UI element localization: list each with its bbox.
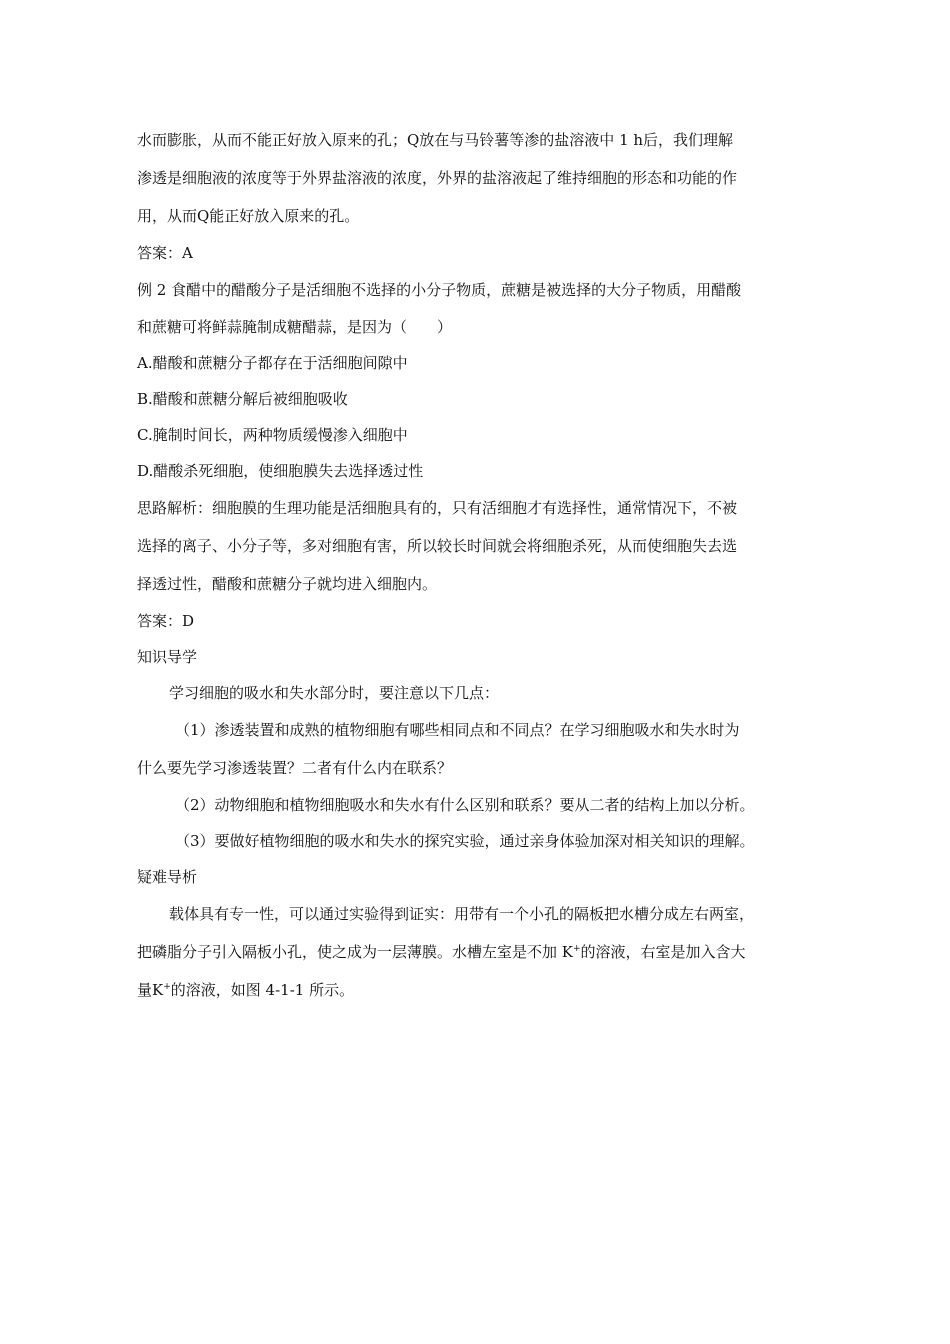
list-item: （1）渗透装置和成熟的植物细胞有哪些相同点和不同点？在学习细胞吸水和失水时为 [175, 721, 740, 739]
example-question-line: 例 2 食醋中的醋酸分子是活细胞不选择的小分子物质，蔗糖是被选择的大分子物质，用醋酸 [137, 281, 742, 299]
paragraph-line: 学习细胞的吸水和失水部分时，要注意以下几点： [169, 684, 500, 702]
answer-line: 答案：A [137, 244, 193, 262]
paragraph-line: 载体具有专一性，可以通过实验得到证实：用带有一个小孔的隔板把水槽分成左右两室， [169, 905, 755, 923]
section-heading: 疑难导析 [137, 868, 198, 886]
text-segment: 把磷脂分子引入隔板小孔，使之成为一层薄膜。水槽左室是不加 K [137, 943, 573, 961]
text-segment: 的溶液，如图 4-1-1 所示。 [170, 981, 355, 999]
option-b: B.醋酸和蔗糖分解后被细胞吸收 [137, 390, 348, 408]
superscript: + [572, 944, 581, 954]
paragraph-line: 水而膨胀，从而不能正好放入原来的孔；Q放在与马铃薯等渗的盐溶液中 1 h后，我们理解 [137, 131, 734, 149]
text-segment: 的溶液，右室是加入含大 [580, 943, 746, 961]
text-segment: 量K [137, 981, 164, 999]
paragraph-line [137, 933, 817, 971]
option-c: C.腌制时间长，两种物质缓慢渗入细胞中 [137, 426, 408, 444]
option-a: A.醋酸和蔗糖分子都存在于活细胞间隙中 [137, 354, 408, 372]
list-item: （3）要做好植物细胞的吸水和失水的探究实验，通过亲身体验加深对相关知识的理解。 [175, 832, 755, 850]
document-body [137, 121, 817, 1009]
analysis-line: 择透过性，醋酸和蔗糖分子就均进入细胞内。 [137, 575, 438, 593]
paragraph-line: 用，从而Q能正好放入原来的孔。 [137, 207, 360, 225]
list-item: （2）动物细胞和植物细胞吸水和失水有什么区别和联系？要从二者的结构上加以分析。 [175, 796, 755, 814]
analysis-line: 选择的离子、小分子等，多对细胞有害，所以较长时间就会将细胞杀死，从而使细胞失去选 [137, 537, 738, 555]
section-heading: 知识导学 [137, 648, 198, 666]
paragraph-line: 渗透是细胞液的浓度等于外界盐溶液的浓度，外界的盐溶液起了维持细胞的形态和功能的作 [137, 169, 738, 187]
option-d: D.醋酸杀死细胞，使细胞膜失去选择透过性 [137, 462, 424, 480]
example-question-line: 和蔗糖可将鲜蒜腌制成糖醋蒜，是因为（ ） [137, 318, 453, 336]
paragraph-line [137, 971, 817, 1009]
answer-line: 答案：D [137, 612, 195, 630]
superscript: + [163, 982, 171, 992]
analysis-line: 思路解析：细胞膜的生理功能是活细胞具有的，只有活细胞才有选择性，通常情况下，不被 [137, 499, 738, 517]
list-item-continuation: 什么要先学习渗透装置？二者有什么内在联系？ [137, 759, 453, 777]
